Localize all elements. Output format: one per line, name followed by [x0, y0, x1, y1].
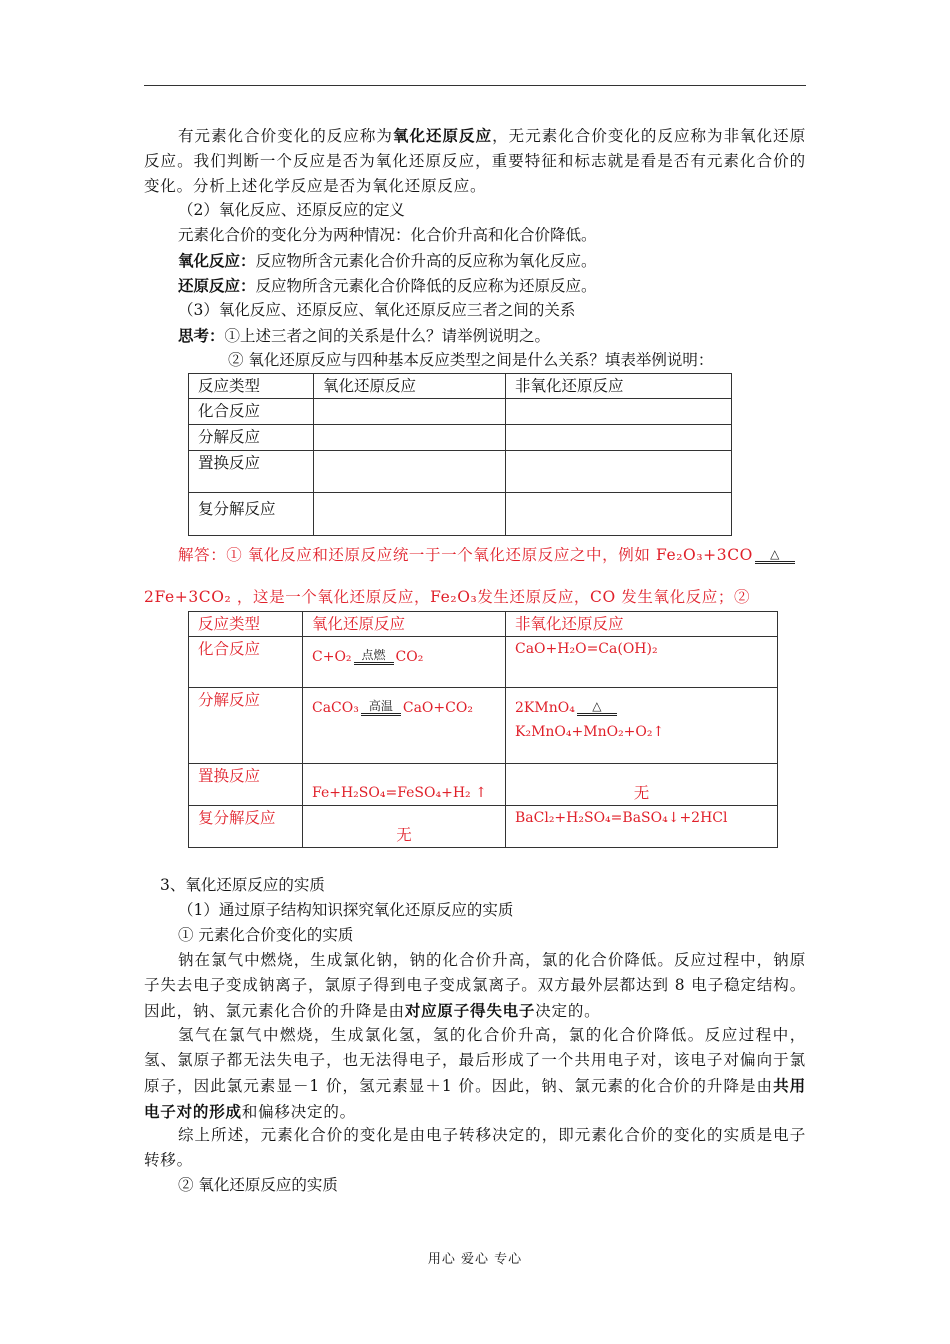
redox-cell: [303, 688, 506, 764]
empty-cell[interactable]: [314, 425, 506, 451]
think-line-2: ② 氧化还原反应与四种基本反应类型之间是什么关系？填表举例说明：: [228, 351, 714, 369]
empty-cell[interactable]: [314, 493, 506, 536]
text: CaO+CO₂: [402, 700, 473, 716]
essence-sub-1: （1）通过原子结构知识探究氧化还原反应的实质: [178, 901, 514, 919]
non-redox-cell: CaO+H₂O=Ca(OH)₂: [506, 637, 778, 688]
text: 2KMnO₄: [515, 700, 575, 716]
header-cell: 非氧化还原反应: [506, 612, 778, 637]
empty-cell[interactable]: [506, 493, 732, 536]
text: ①上述三者之间的关系是什么？请举例说明之。: [224, 327, 551, 345]
answer-table: [188, 611, 778, 848]
essence-sub-1-1: ① 元素化合价变化的实质: [178, 926, 354, 944]
non-redox-cell: 无: [506, 764, 778, 806]
answer-line-2: 2Fe+3CO₂ ，这是一个氧化还原反应，Fe₂O₃发生还原反应，CO 发生氧化反应；②: [144, 588, 751, 606]
oxidation-definition: [178, 248, 597, 274]
essence-sub-1-2: ② 氧化还原反应的实质: [178, 1176, 338, 1194]
empty-cell[interactable]: [506, 425, 732, 451]
non-redox-cell: [506, 688, 778, 764]
bold-term: 对应原子得失电子: [404, 1001, 536, 1020]
header-rule: [144, 85, 806, 86]
row-label: 置换反应: [189, 451, 314, 493]
header-cell: 反应类型: [189, 374, 314, 399]
empty-cell[interactable]: [314, 451, 506, 493]
empty-cell[interactable]: [506, 451, 732, 493]
header-cell: 氧化还原反应: [303, 612, 506, 637]
section-3-heading: （3）氧化反应、还原反应、氧化还原反应三者之间的关系: [178, 301, 576, 319]
header-cell: 反应类型: [189, 612, 303, 637]
text: 反应物所含元素化合价升高的反应称为氧化反应。: [255, 252, 597, 270]
redox-cell: [303, 637, 506, 688]
label: 氧化反应：: [178, 251, 256, 270]
row-label: 置换反应: [189, 764, 303, 806]
summary-paragraph: 综上所述，元素化合价的变化是由电子转移决定的，即元素化合价的变化的实质是电子转移。: [144, 1126, 806, 1169]
sodium-paragraph: [144, 948, 806, 1024]
intro-paragraph: [144, 123, 806, 199]
text: 钠在氯气中燃烧，生成氯化钠，钠的化合价升高，氯的化合价降低。反应过程中，钠原子失去电子变成钠离子，氯原子得到电子变成氯离子。双方最外层都达到 8 电子稳定结构。因此，钠、氯元素化合价的升降是由: [144, 951, 806, 1020]
footer: 用心 爱心 专心: [427, 1252, 523, 1267]
bold-term: 氧化还原反应: [392, 126, 493, 145]
row-label: 分解反应: [189, 688, 303, 764]
header-cell: 非氧化还原反应: [506, 374, 732, 399]
heat-condition: △: [755, 547, 795, 564]
text: K₂MnO₄+MnO₂+O₂↑: [515, 724, 665, 740]
condition: △: [577, 699, 617, 716]
text: ，无元素化合价变化的反应称为非氧化还原反应。我们判断一个反应是否为氧化还原反应，重要特征和标志就是看是否有元素化合价的变化。分析上述化学反应是否为氧化还原反应。: [144, 127, 806, 195]
text: 氢气在氯气中燃烧，生成氯化氢，氢的化合价升高，氯的化合价降低。反应过程中，氢、氯原子都无法失电子，也无法得电子，最后形成了一个共用电子对，该电子对偏向于氯原子，因此氯元素显－1 价，氢元素显＋1 价。因此，钠、氯元素的化合价的升降是由: [144, 1026, 806, 1095]
bold-term: 共用电子对的形成: [144, 1076, 806, 1121]
blank-table: [188, 373, 732, 536]
text: 有元素化合价变化的反应称为: [178, 127, 393, 145]
reduction-definition: [178, 273, 597, 299]
section-2-heading: （2）氧化反应、还原反应的定义: [178, 201, 405, 219]
text: CO₂: [395, 649, 424, 665]
row-label: 复分解反应: [189, 493, 314, 536]
non-redox-cell: BaCl₂+H₂SO₄=BaSO₄↓+2HCl: [506, 806, 778, 848]
text: C+O₂: [312, 649, 352, 665]
answer-line-1: [178, 543, 797, 568]
label: 还原反应：: [178, 276, 256, 295]
row-label: 化合反应: [189, 637, 303, 688]
text: 解答：① 氧化反应和还原反应统一于一个氧化还原反应之中，例如 Fe₂O₃+3CO: [178, 546, 753, 564]
condition: 点燃: [354, 648, 394, 665]
empty-cell[interactable]: [314, 399, 506, 425]
row-label: 化合反应: [189, 399, 314, 425]
row-label: 复分解反应: [189, 806, 303, 848]
text: 决定的。: [535, 1002, 601, 1020]
redox-cell: Fe+H₂SO₄=FeSO₄+H₂ ↑: [303, 764, 506, 806]
row-label: 分解反应: [189, 425, 314, 451]
condition: 高温: [361, 699, 401, 716]
essence-heading: 3、氧化还原反应的实质: [160, 876, 325, 894]
header-cell: 氧化还原反应: [314, 374, 506, 399]
change-line: 元素化合价的变化分为两种情况：化合价升高和化合价降低。: [178, 226, 597, 244]
text: 反应物所含元素化合价降低的反应称为还原反应。: [255, 277, 597, 295]
think-line-1: [178, 323, 550, 349]
hydrogen-paragraph: [144, 1023, 806, 1125]
text: CaCO₃: [312, 700, 359, 716]
text: 和偏移决定的。: [241, 1103, 356, 1121]
label: 思考：: [178, 326, 225, 345]
empty-cell[interactable]: [506, 399, 732, 425]
redox-cell: 无: [303, 806, 506, 848]
